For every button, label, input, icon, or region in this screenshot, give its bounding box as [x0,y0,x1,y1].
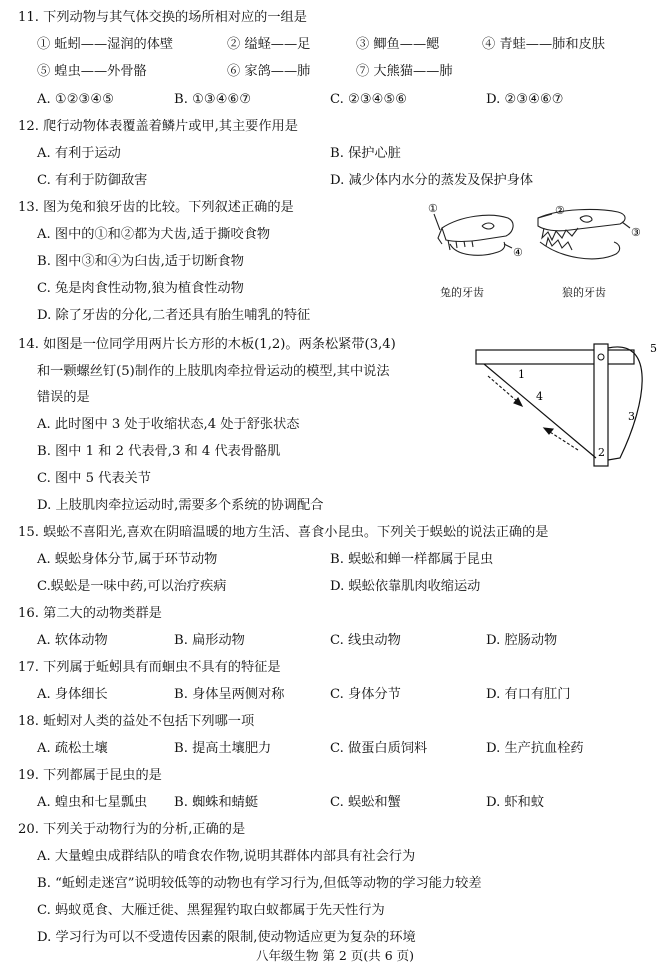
q18-option-b: B. 提高土壤肥力 [174,741,272,756]
q11-option-d: D. ②③④⑥⑦ [486,92,564,107]
q12-option-b: B. 保护心脏 [330,146,401,161]
q11-item-5: ⑤ 蝗虫——外骨骼 [37,64,147,79]
q19-option-b: B. 蜘蛛和蜻蜓 [174,795,259,810]
rabbit-label-4: ④ [513,246,523,259]
wolf-teeth-caption: 狼的牙齿 [562,286,606,299]
arm-model-figure [470,330,662,470]
q17-option-b: B. 身体呈两侧对称 [174,687,285,702]
q11-item-2: ② 缢蛏——足 [227,37,311,52]
q16-option-d: D. 腔肠动物 [486,633,558,648]
q11-option-a: A. ①②③④⑤ [37,92,115,107]
q15-option-a: A. 蜈蚣身体分节,属于环节动物 [37,552,218,567]
q11-item-4: ④ 青蛙——肺和皮肤 [482,37,605,52]
q12-option-d: D. 减少体内水分的蒸发及保护身体 [330,173,534,188]
page-footer: 八年级生物 第 2 页(共 6 页) [255,948,415,963]
q14-stem-line1: 14. 如图是一位同学用两片长方形的木板(1,2)。两条松紧带(3,4) [18,337,396,352]
elastic-band-4 [484,364,596,458]
q14-option-b: B. 图中 1 和 2 代表骨,3 和 4 代表骨骼肌 [37,444,281,459]
q15-option-c: C.蜈蚣是一味中药,可以治疗疾病 [37,579,227,594]
q16-option-b: B. 扁形动物 [174,633,245,648]
q13-stem: 13. 图为兔和狼牙齿的比较。下列叙述正确的是 [18,200,294,215]
teeth-comparison-figure [420,198,658,282]
wolf-label-2: ② [555,204,565,217]
label-2: 2 [598,446,605,459]
q20-option-b: B. “蚯蚓走迷宫”说明较低等的动物也有学习行为,但低等动物的学习能力较差 [37,876,482,891]
q14-option-c: C. 图中 5 代表关节 [37,471,151,486]
q16-option-a: A. 软体动物 [37,633,108,648]
label-3: 3 [628,410,635,423]
q18-option-d: D. 生产抗血栓药 [486,741,584,756]
q20-option-c: C. 蚂蚁觅食、大雁迁徙、黑猩猩钓取白蚁都属于先天性行为 [37,903,385,918]
q17-stem: 17. 下列属于蚯蚓具有而蛔虫不具有的特征是 [18,660,281,675]
q18-stem: 18. 蚯蚓对人类的益处不包括下列哪一项 [18,714,255,729]
wood-board-1 [476,350,634,364]
q12-stem: 12. 爬行动物体表覆盖着鳞片或甲,其主要作用是 [18,119,298,134]
q19-option-c: C. 蜈蚣和蟹 [330,795,401,810]
q12-option-c: C. 有利于防御敌害 [37,173,148,188]
q11-option-c: C. ②③④⑤⑥ [330,92,408,107]
q15-option-b: B. 蜈蚣和蝉一样都属于昆虫 [330,552,494,567]
q13-option-b: B. 图中③和④为臼齿,适于切断食物 [37,254,244,269]
q13-option-d: D. 除了牙齿的分化,二者还具有胎生哺乳的特征 [37,308,311,323]
q17-option-c: C. 身体分节 [330,687,401,702]
q11-item-3: ③ 鲫鱼——鳃 [356,37,440,52]
q13-option-a: A. 图中的①和②都为犬齿,适于撕咬食物 [37,227,271,242]
label-5: 5 [650,342,657,355]
q20-option-a: A. 大量蝗虫成群结队的啃食农作物,说明其群体内部具有社会行为 [37,849,416,864]
q20-option-d: D. 学习行为可以不受遗传因素的限制,使动物适应更为复杂的环境 [37,930,416,945]
rabbit-label-1: ① [428,202,438,215]
q15-option-d: D. 蜈蚣依靠肌肉收缩运动 [330,579,481,594]
q17-option-d: D. 有口有肛门 [486,687,571,702]
q13-option-c: C. 兔是肉食性动物,狼为植食性动物 [37,281,244,296]
label-4: 4 [536,390,543,403]
q12-option-a: A. 有利于运动 [37,146,121,161]
label-1: 1 [518,368,525,381]
q18-option-a: A. 疏松土壤 [37,741,108,756]
q19-option-a: A. 蝗虫和七星瓢虫 [37,795,148,810]
q14-stem-line2: 和一颗螺丝钉(5)制作的上肢肌肉牵拉骨运动的模型,其中说法 [37,364,390,379]
q11-option-b: B. ①③④⑥⑦ [174,92,252,107]
q16-option-c: C. 线虫动物 [330,633,401,648]
q14-stem-line3: 错误的是 [37,390,90,405]
q20-stem: 20. 下列关于动物行为的分析,正确的是 [18,822,246,837]
q18-option-c: C. 做蛋白质饲料 [330,741,428,756]
q17-option-a: A. 身体细长 [37,687,108,702]
q11-item-7: ⑦ 大熊猫——肺 [356,64,453,79]
q11-item-6: ⑥ 家鸽——肺 [227,64,311,79]
q11-item-1: ① 蚯蚓——湿润的体壁 [37,37,174,52]
q14-option-d: D. 上肢肌肉牵拉运动时,需要多个系统的协调配合 [37,498,324,513]
rabbit-teeth-caption: 兔的牙齿 [440,286,484,299]
wolf-label-3: ③ [631,226,641,239]
q15-stem: 15. 蜈蚣不喜阳光,喜欢在阴暗温暖的地方生活、喜食小昆虫。下列关于蜈蚣的说法正确的是 [18,525,549,540]
q19-stem: 19. 下列都属于昆虫的是 [18,768,162,783]
q16-stem: 16. 第二大的动物类群是 [18,606,162,621]
q19-option-d: D. 虾和蚊 [486,795,545,810]
rabbit-skull-drawing [434,214,513,255]
q14-option-a: A. 此时图中 3 处于收缩状态,4 处于舒张状态 [37,417,300,432]
q11-stem: 11. 下列动物与其气体交换的场所相对应的一组是 [18,10,307,25]
wolf-skull-drawing [538,210,630,259]
